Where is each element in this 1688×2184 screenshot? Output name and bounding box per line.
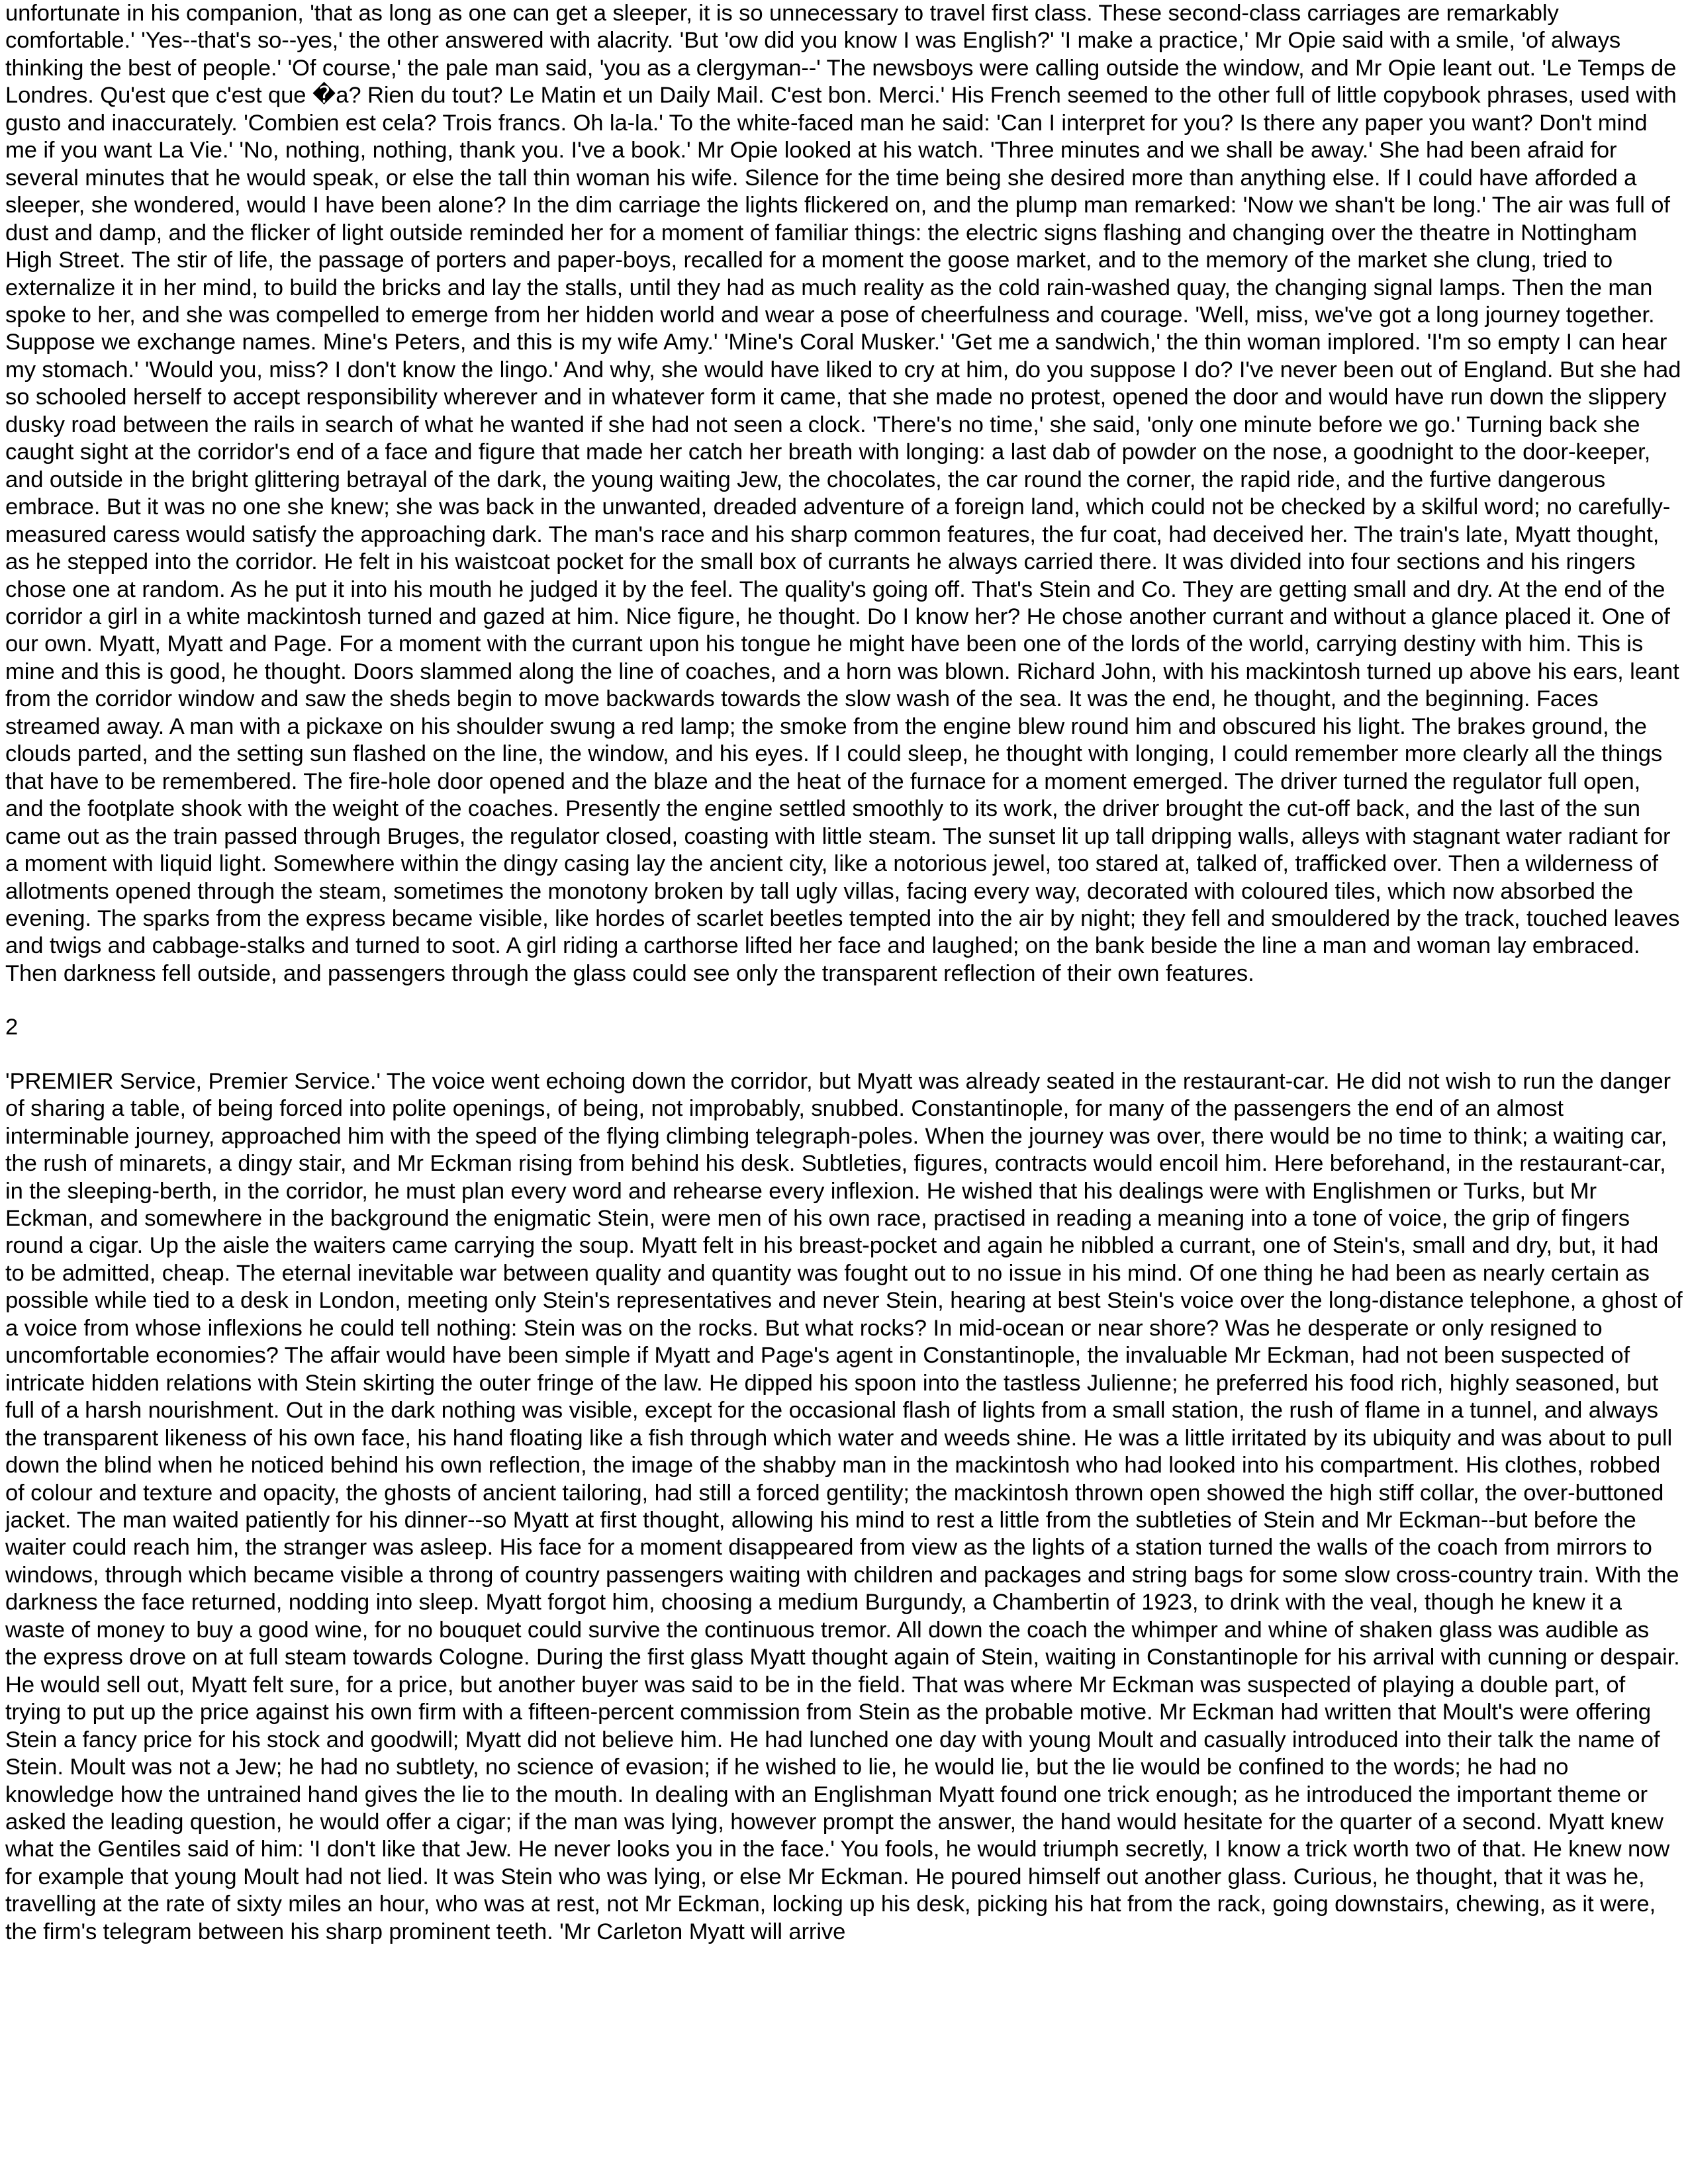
paragraph-chapter-2-start: 'PREMIER Service, Premier Service.' The voice went echoing down the corridor, but Myatt was already seated in the restaurant-car. He did not wish to run the danger of sharing a table, of being forced into polite openings, of being, not improbably, snubbed. Constantinople, for many of the passengers the end of an almost interminable journey, approached him with the speed of the flying climbing telegraph-poles. When the journey was over, there would be no time to think; a waiting car, the rush of minarets, a dingy stair, and Mr Eckman rising from behind his desk. Subtleties, figures, contracts would encoil him. Here beforehand, in the restaurant-car, in the sleeping-berth, in the corridor, he must plan every word and rehearse every inflexion. He wished that his dealings were with Englishmen or Turks, but Mr Eckman, and somewhere in the background the enigmatic Stein, were men of his own race, practised in reading a meaning into a tone of voice, the grip of fingers round a cigar. Up the aisle the waiters came carrying the soup. Myatt felt in his breast-pocket and again he nibbled a currant, one of Stein's, small and dry, but, it had to be admitted, cheap. The eternal inevitable war between quality and quantity was fought out to no issue in his mind. Of one thing he had been as nearly certain as possible while tied to a desk in London, meeting only Stein's representatives and never Stein, hearing at best Stein's voice over the long-distance telephone, a ghost of a voice from whose inflexions he could tell nothing: Stein was on the rocks. But what rocks? In mid-ocean or near shore? Was he desperate or only resigned to uncomfortable economies? The affair would have been simple if Myatt and Page's agent in Constantinople, the invaluable Mr Eckman, had not been suspected of intricate hidden relations with Stein skirting the outer fringe of the law. He dipped his spoon into the tastless Julienne; he preferred his food rich, highly seasoned, but full of a harsh nourishment. Out in the dark nothing was visible, except for the occasional flash of lights from a small station, the rush of flame in a tunnel, and always the transparent likeness of his own face, his hand floating like a fish through which water and weeds shine. He was a little irritated by its ubiquity and was about to pull down the blind when he noticed behind his own reflection, the image of the shabby man in the mackintosh who had looked into his compartment. His clothes, robbed of colour and texture and opacity, the ghosts of ancient tailoring, had still a forced gentility; the mackintosh thrown open showed the high stiff collar, the over-buttoned jacket. The man waited patiently for his dinner--so Myatt at first thought, allowing his mind to rest a little from the subtleties of Stein and Mr Eckman--but before the waiter could reach him, the stranger was asleep. His face for a moment disappeared from view as the lights of a station turned the walls of the coach from mirrors to windows, through which became visible a throng of country passengers waiting with children and packages and string bags for some slow cross-country train. With the darkness the face returned, nodding into sleep. Myatt forgot him, choosing a medium Burgundy, a Chambertin of 1923, to drink with the veal, though he knew it a waste of money to buy a good wine, for no bouquet could survive the continuous tremor. All down the coach the whimper and whine of shaken glass was audible as the express drove on at full steam towards Cologne. During the first glass Myatt thought again of Stein, waiting in Constantinople for his arrival with cunning or despair. He would sell out, Myatt felt sure, for a price, but another buyer was said to be in the field. That was where Mr Eckman was suspected of playing a double part, of trying to put up the price against his own firm with a fifteen-percent commission from Stein as the probable motive. Mr Eckman had written that Moult's were offering Stein a fancy price for his stock and goodwill; Myatt did not believe him. He had lunched one day with young Moult and casually introduced into their talk the name of Stein. Moult was not a Jew; he had no subtlety, no science of evasion; if he wished to lie, he would lie, but the lie would be confined to the words; he had no knowledge how the untrained hand gives the lie to the mouth. In dealing with an Englishman Myatt found one trick enough; as he introduced the important theme or asked the leading question, he would offer a cigar; if the man was lying, however prompt the answer, the hand would hesitate for the quarter of a second. Myatt knew what the Gentiles said of him: 'I don't like that Jew. He never looks you in the face.' You fools, he would triumph secretly, I know a trick worth two of that. He knew now for example that young Moult had not lied. It was Stein who was lying, or else Mr Eckman. He poured himself out another glass. Curious, he thought, that it was he, travelling at the rate of sixty miles an hour, who was at rest, not Mr Eckman, locking up his desk, picking his hat from the rack, going downstairs, chewing, as it were, the firm's telegram between his sharp prominent teeth. 'Mr Carleton Myatt will arrive	[5, 1068, 1683, 1944]
paragraph-chapter-1-end: unfortunate in his companion, 'that as long as one can get a sleeper, it is so unnecessary to travel first class. These second-class carriages are remarkably comfortable.' 'Yes--that's so--yes,' the other answered with alacrity. 'But 'ow did you know I was English?' 'I make a practice,' Mr Opie said with a smile, 'of always thinking the best of people.' 'Of course,' the pale man said, 'you as a clergyman--' The newsboys were calling outside the window, and Mr Opie leant out. 'Le Temps de Londres. Qu'est que c'est que �a? Rien du tout? Le Matin et un Daily Mail. C'est bon. Merci.' His French seemed to the other full of little copybook phrases, used with gusto and inaccurately. 'Combien est cela? Trois francs. Oh la-la.' To the white-faced man he said: 'Can I interpret for you? Is there any paper you want? Don't mind me if you want La Vie.' 'No, nothing, nothing, thank you. I've a book.' Mr Opie looked at his watch. 'Three minutes and we shall be away.' She had been afraid for several minutes that he would speak, or else the tall thin woman his wife. Silence for the time being she desired more than anything else. If I could have afforded a sleeper, she wondered, would I have been alone? In the dim carriage the lights flickered on, and the plump man remarked: 'Now we shan't be long.' The air was full of dust and damp, and the flicker of light outside reminded her for a moment of familiar things: the electric signs flashing and changing over the theatre in Nottingham High Street. The stir of life, the passage of porters and paper-boys, recalled for a moment the goose market, and to the memory of the market she clung, tried to externalize it in her mind, to build the bricks and lay the stalls, until they had as much reality as the cold rain-washed quay, the changing signal lamps. Then the man spoke to her, and she was compelled to emerge from her hidden world and wear a pose of cheerfulness and courage. 'Well, miss, we've got a long journey together. Suppose we exchange names. Mine's Peters, and this is my wife Amy.' 'Mine's Coral Musker.' 'Get me a sandwich,' the thin woman implored. 'I'm so empty I can hear my stomach.' 'Would you, miss? I don't know the lingo.' And why, she would have liked to cry at him, do you suppose I do? I've never been out of England. But she had so schooled herself to accept responsibility wherever and in whatever form it came, that she made no protest, opened the door and would have run down the slippery dusky road between the rails in search of what he wanted if she had not seen a clock. 'There's no time,' she said, 'only one minute before we go.' Turning back she caught sight at the corridor's end of a face and figure that made her catch her breath with longing: a last dab of powder on the nose, a goodnight to the door-keeper, and outside in the bright glittering betrayal of the dark, the young waiting Jew, the chocolates, the car round the corner, the rapid ride, and the furtive dangerous embrace. But it was no one she knew; she was back in the unwanted, dreaded adventure of a foreign land, which could not be checked by a skilful word; no carefully-measured caress would satisfy the approaching dark. The man's race and his sharp common features, the fur coat, had deceived her. The train's late, Myatt thought, as he stepped into the corridor. He felt in his waistcoat pocket for the small box of currants he always carried there. It was divided into four sections and his ringers chose one at random. As he put it into his mouth he judged it by the feel. The quality's going off. That's Stein and Co. They are getting small and dry. At the end of the corridor a girl in a white mackintosh turned and gazed at him. Nice figure, he thought. Do I know her? He chose another currant and without a glance placed it. One of our own. Myatt, Myatt and Page. For a moment with the currant upon his tongue he might have been one of the lords of the world, carrying destiny with him. This is mine and this is good, he thought. Doors slammed along the line of coaches, and a horn was blown. Richard John, with his mackintosh turned up above his ears, leant from the corridor window and saw the sheds begin to move backwards towards the slow wash of the sea. It was the end, he thought, and the beginning. Faces streamed away. A man with a pickaxe on his shoulder swung a red lamp; the smoke from the engine blew round him and obscured his light. The brakes ground, the clouds parted, and the setting sun flashed on the line, the window, and his eyes. If I could sleep, he thought with longing, I could remember more clearly all the things that have to be remembered. The fire-hole door opened and the blaze and the heat of the furnace for a moment emerged. The driver turned the regulator full open, and the footplate shook with the weight of the coaches. Presently the engine settled smoothly to its work, the driver brought the cut-off back, and the last of the sun came out as the train passed through Bruges, the regulator closed, coasting with little steam. The sunset lit up tall dripping walls, alleys with stagnant water radiant for a moment with liquid light. Somewhere within the dingy casing lay the ancient city, like a notorious jewel, too stared at, talked of, trafficked over. Then a wilderness of allotments opened through the steam, sometimes the monotony broken by tall ugly villas, facing every way, decorated with coloured tiles, which now absorbed the evening. The sparks from the express became visible, like hordes of scarlet beetles tempted into the air by night; they fell and smouldered by the track, touched leaves and twigs and cabbage-stalks and turned to soot. A girl riding a carthorse lifted her face and laughed; on the bank beside the line a man and woman lay embraced. Then darkness fell outside, and passengers through the glass could see only the transparent reflection of their own features.	[5, 1, 1681, 986]
document-page	[5, 0, 1683, 2184]
chapter-number: 2	[5, 1015, 19, 1040]
